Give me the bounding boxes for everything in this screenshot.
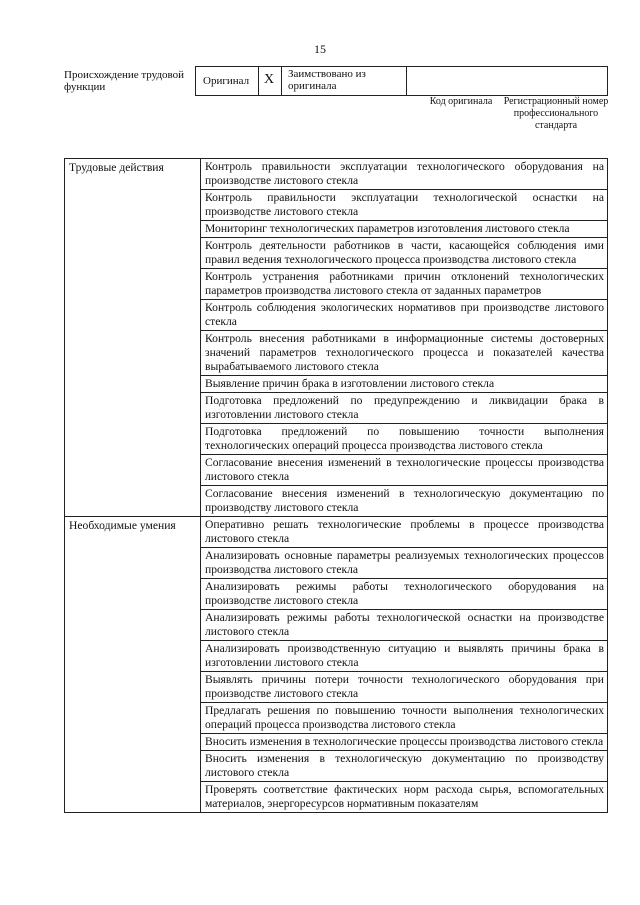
- section-header: Необходимые умения: [65, 517, 201, 548]
- item-text: Выявление причин брака в изготовлении листового стекла: [201, 376, 608, 393]
- table-row: [65, 300, 608, 331]
- table-row: [65, 734, 608, 751]
- section-header-cell: [65, 703, 201, 734]
- item-text: Анализировать основные параметры реализуемых технологических процессов производства листового стекла: [201, 548, 608, 579]
- table-row: [65, 672, 608, 703]
- table-row: [65, 159, 608, 190]
- table-row: [65, 486, 608, 517]
- section-header-cell: [65, 672, 201, 703]
- table-row: [65, 782, 608, 813]
- table-row: [65, 331, 608, 376]
- item-text: Подготовка предложений по повышению точности выполнения технологических операций процесса производства листового стекла: [201, 424, 608, 455]
- section-header-cell: [65, 548, 201, 579]
- mark-cell: [259, 67, 282, 95]
- table-row: [65, 393, 608, 424]
- item-text: Проверять соответствие фактических норм расхода сырья, вспомогательных материалов, энергоресурсов нормативным показателям: [201, 782, 608, 813]
- item-text: Согласование внесения изменений в технологические процессы производства листового стекла: [201, 455, 608, 486]
- table-row: [65, 221, 608, 238]
- original-label: Оригинал: [203, 75, 250, 87]
- section-header-cell: [65, 782, 201, 813]
- section-header-cell: [65, 641, 201, 672]
- reg-caption: Регистрационный номер профессионального стандарта: [503, 96, 609, 131]
- code-caption: Код оригинала: [429, 96, 493, 107]
- item-text: Анализировать режимы работы технологического оборудования на производстве листового стекла: [201, 579, 608, 610]
- table-row: [65, 269, 608, 300]
- section-header-cell: [65, 238, 201, 269]
- item-text: Анализировать производственную ситуацию и выявлять причины брака в изготовлении листового стекла: [201, 641, 608, 672]
- borrowed-cell: [282, 67, 407, 95]
- section-header-cell: [65, 300, 201, 331]
- origin-block: [64, 66, 609, 96]
- section-header-cell: [65, 221, 201, 238]
- section-header-cell: [65, 376, 201, 393]
- table-row: [65, 579, 608, 610]
- table-row: [65, 703, 608, 734]
- section-header-cell: [65, 751, 201, 782]
- item-text: Предлагать решения по повышению точности выполнения технологических операций процесса производства листового стекла: [201, 703, 608, 734]
- item-text: Согласование внесения изменений в технологическую документацию по производству листового стекла: [201, 486, 608, 517]
- section-header-cell: [65, 579, 201, 610]
- item-text: Анализировать режимы работы технологической оснастки на производстве листового стекла: [201, 610, 608, 641]
- table-row: [65, 610, 608, 641]
- function-table: [64, 158, 608, 813]
- section-header: Трудовые действия: [65, 159, 201, 190]
- item-text: Контроль деятельности работников в части, касающейся соблюдения ими правил ведения технологического процесса производства листового стекла: [201, 238, 608, 269]
- item-text: Выявлять причины потери точности технологического оборудования при производстве листового стекла: [201, 672, 608, 703]
- table-row: [65, 238, 608, 269]
- section-header-cell: [65, 331, 201, 376]
- table-row: [65, 455, 608, 486]
- item-text: Контроль внесения работниками в информационные системы достоверных значений параметров технологического процесса и показателей качества вырабатываемого листового стекла: [201, 331, 608, 376]
- item-text: Вносить изменения в технологическую документацию по производству листового стекла: [201, 751, 608, 782]
- original-mark: X: [264, 72, 275, 87]
- original-cell: [196, 67, 259, 95]
- item-text: Мониторинг технологических параметров изготовления листового стекла: [201, 221, 608, 238]
- section-header-cell: [65, 393, 201, 424]
- section-header-cell: [65, 734, 201, 751]
- table-row: [65, 190, 608, 221]
- section-header-cell: [65, 455, 201, 486]
- section-header-cell: [65, 610, 201, 641]
- item-text: Вносить изменения в технологические процессы производства листового стекла: [201, 734, 608, 751]
- item-text: Контроль правильности эксплуатации технологической оснастки на производстве листового стекла: [201, 190, 608, 221]
- table-row: [65, 517, 608, 548]
- table-row: [65, 548, 608, 579]
- item-text: Контроль устранения работниками причин отклонений технологических параметров производства листового стекла от заданных параметров: [201, 269, 608, 300]
- item-text: Подготовка предложений по предупреждению и ликвидации брака в изготовлении листового стекла: [201, 393, 608, 424]
- origin-box: [195, 66, 608, 96]
- item-text: Контроль соблюдения экологических нормативов при производстве листового стекла: [201, 300, 608, 331]
- origin-label: Происхождение трудовой функции: [64, 69, 185, 93]
- borrowed-label: Заимствовано из оригинала: [288, 68, 366, 92]
- table-row: [65, 376, 608, 393]
- page-number: 15: [314, 42, 326, 56]
- item-text: Контроль правильности эксплуатации технологического оборудования на производстве листового стекла: [201, 159, 608, 190]
- section-header-cell: [65, 269, 201, 300]
- table-row: [65, 424, 608, 455]
- item-text: Оперативно решать технологические проблемы в процессе производства листового стекла: [201, 517, 608, 548]
- section-header-cell: [65, 424, 201, 455]
- section-header-cell: [65, 190, 201, 221]
- table-row: [65, 641, 608, 672]
- table-row: [65, 751, 608, 782]
- section-header-cell: [65, 486, 201, 517]
